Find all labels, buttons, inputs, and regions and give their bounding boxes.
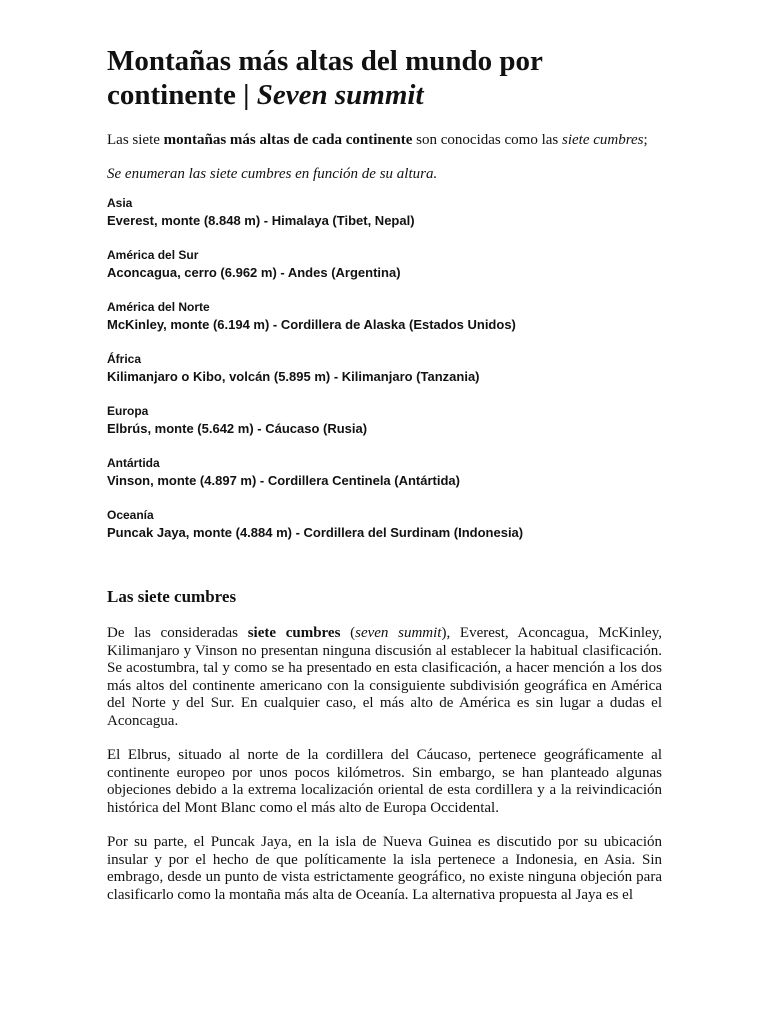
list-item — [107, 351, 662, 386]
list-item — [107, 299, 662, 334]
p1-text-c: ), Everest, Aconcagua, McKinley, Kilimanjaro y Vinson no presentan ninguna discusión al establecer la habitual clasificación. Se acostumbra, tal y como se ha presentado en esta clasificación, a hacer mención a los dos más altos del continente americano con la consiguiente subdivisión geográfica en América del Norte y del Sur. En cualquier caso, el más alto de América es sin lugar a dudas el Aconcagua. — [107, 625, 662, 729]
peak-info: Puncak Jaya, monte (4.884 m) - Cordillera del Surdinam (Indonesia) — [107, 525, 524, 540]
body-paragraph-3: Por su parte, el Puncak Jaya, en la isla de Nueva Guinea es discutido por su ubicación insular y por el hecho de que políticamente la isla pertenece a Indonesia, en Asia. Sin embrago, desde un punto de vista estrictamente geográfico, no existe ninguna objeción para clasificarlo como la montaña más alta de Oceanía. La alternativa propuesta al Jaya es el — [107, 834, 662, 903]
intro-italic: siete cumbres — [561, 132, 644, 148]
p1-italic: seven summit — [355, 625, 442, 641]
continent-name: Oceanía — [107, 508, 154, 522]
peak-info: Vinson, monte (4.897 m) - Cordillera Centinela (Antártida) — [107, 473, 460, 488]
list-item — [107, 195, 662, 230]
summit-list — [107, 195, 662, 542]
peak-info: Kilimanjaro o Kibo, volcán (5.895 m) - Kilimanjaro (Tanzania) — [107, 369, 480, 384]
peak-info: Everest, monte (8.848 m) - Himalaya (Tibet, Nepal) — [107, 213, 415, 228]
section-heading: Las siete cumbres — [107, 587, 237, 606]
page-title — [107, 44, 662, 112]
peak-info: Aconcagua, cerro (6.962 m) - Andes (Argentina) — [107, 265, 401, 280]
continent-name: América del Sur — [107, 248, 199, 262]
peak-info: Elbrús, monte (5.642 m) - Cáucaso (Rusia) — [107, 421, 368, 436]
body-paragraph-2: El Elbrus, situado al norte de la cordillera del Cáucaso, pertenece geográficamente al continente europeo por unos pocos kilómetros. Sin embargo, se han planteado algunas objeciones debido a la extrema localización oriental de esta cordillera y a la reivindicación histórica del Mont Blanc como el más alto de Europa Occidental. — [107, 747, 662, 816]
body-paragraph-1 — [107, 625, 662, 730]
note-paragraph: Se enumeran las siete cumbres en función de su altura. — [107, 166, 438, 182]
continent-name: Asia — [107, 196, 133, 210]
title-italic: Seven summit — [256, 79, 424, 111]
continent-name: África — [107, 352, 142, 366]
continent-name: Antártida — [107, 456, 160, 470]
intro-text-2: son conocidas como las — [412, 132, 562, 148]
p1-text-a: De las consideradas — [107, 625, 248, 641]
title-main: Montañas más altas del mundo por continente | — [107, 45, 543, 111]
list-item — [107, 247, 662, 282]
list-item — [107, 403, 662, 438]
intro-bold: montañas más altas de cada continente — [163, 132, 413, 148]
p1-text-b: ( — [340, 625, 356, 641]
list-item — [107, 455, 662, 490]
document-page — [107, 44, 662, 904]
p1-bold: siete cumbres — [247, 625, 341, 641]
list-item — [107, 507, 662, 542]
intro-paragraph — [107, 131, 662, 149]
continent-name: Europa — [107, 404, 149, 418]
peak-info: McKinley, monte (6.194 m) - Cordillera de Alaska (Estados Unidos) — [107, 317, 516, 332]
intro-text-3: ; — [643, 132, 648, 148]
continent-name: América del Norte — [107, 300, 210, 314]
intro-text-1: Las siete — [107, 132, 164, 148]
